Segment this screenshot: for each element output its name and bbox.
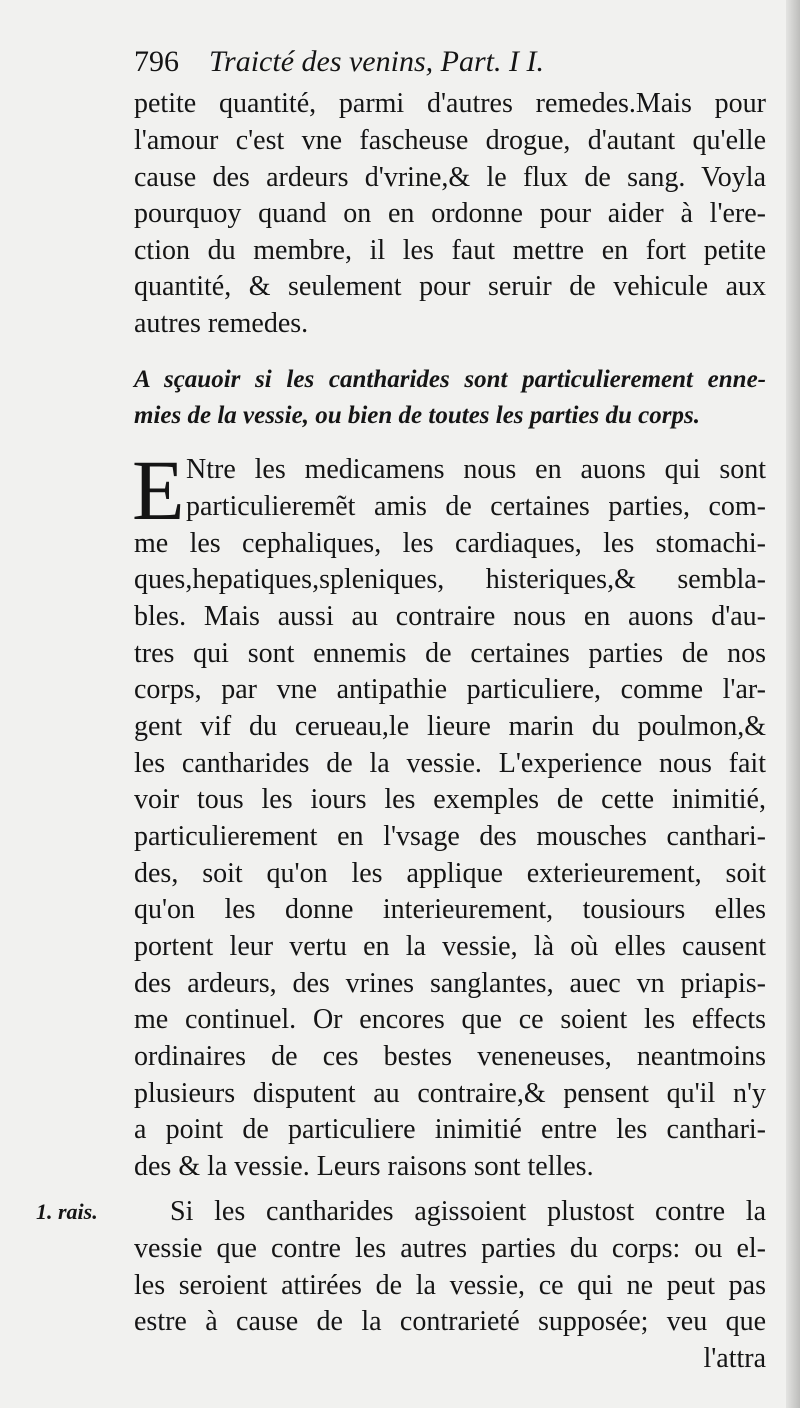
text-line: me les cephaliques, les cardiaques, les stomachi- [134,528,766,559]
text-line: des, soit qu'on les applique exterieurement, soit [134,858,766,889]
text-line: autres remedes. [134,308,309,339]
text-line: corps, par vne antipathie particuliere, comme l'ar- [134,674,766,705]
text-line: tres qui sont ennemis de certaines parties de nos [134,638,766,669]
text-line: bles. Mais aussi au contraire nous en auons d'au- [134,601,766,632]
text-line: petite quantité, parmi d'autres remedes.Mais pour [134,88,766,119]
text-line: des ardeurs, des vrines sanglantes, auec vn priapis- [134,968,766,999]
text-line: portent leur vertu en la vessie, là où elles causent [134,931,766,962]
text-line: particulieremẽt amis de certaines parties, com- [186,491,766,522]
text-line: Ntre les medicamens nous en auons qui sont [186,454,766,485]
text-line: ques,hepatiques,spleniques, histeriques,& sembla- [134,564,766,595]
text-line: pourquoy quand on en ordonne pour aider à l'ere- [134,198,766,229]
text-line: ordinaires de ces bestes veneneuses, neantmoins [134,1041,766,1072]
text-line: les seroient attirées de la vessie, ce qui ne peut pas [134,1270,766,1301]
text-line: ction du membre, il les faut mettre en fort petite [134,235,766,266]
page-number: 796 [134,45,179,78]
text-line: plusieurs disputent au contraire,& pensent qu'il n'y [134,1078,766,1109]
text-line: a point de particuliere inimitié entre les canthari- [134,1114,766,1145]
section-heading-line: A sçauoir si les cantharides sont particulierement enne- [134,366,766,393]
catchword: l'attra [703,1343,766,1374]
text-line: estre à cause de la contrarieté supposée; veu que [134,1306,766,1337]
running-header [134,42,654,82]
text-line: l'amour c'est vne fascheuse drogue, d'autant qu'elle [134,125,766,156]
text-line: gent vif du cerueau,le lieure marin du poulmon,& [134,711,766,742]
text-line: vessie que contre les autres parties du corps: ou el- [134,1233,766,1264]
running-title: Traicté des venins, Part. I I. [209,45,544,78]
text-line: des & la vessie. Leurs raisons sont telles. [134,1151,594,1182]
section-heading-line: mies de la vessie, ou bien de toutes les parties du corps. [134,402,700,429]
drop-cap: E [132,442,185,538]
text-line: voir tous les iours les exemples de cette inimitié, [134,784,766,815]
text-line: me continuel. Or encores que ce soient les effects [134,1004,766,1035]
text-line: particulierement en l'vsage des mousches canthari- [134,821,766,852]
text-line: cause des ardeurs d'vrine,& le flux de sang. Voyla [134,162,766,193]
margin-note: 1. rais. [36,1199,98,1224]
text-line: Si les cantharides agissoient plustost contre la [170,1196,766,1227]
text-line: quantité, & seulement pour seruir de vehicule aux [134,271,766,302]
text-line: qu'on les donne interieurement, tousiours elles [134,894,766,925]
page-gutter-shadow [786,0,800,1408]
text-line: les cantharides de la vessie. L'experience nous fait [134,748,766,779]
